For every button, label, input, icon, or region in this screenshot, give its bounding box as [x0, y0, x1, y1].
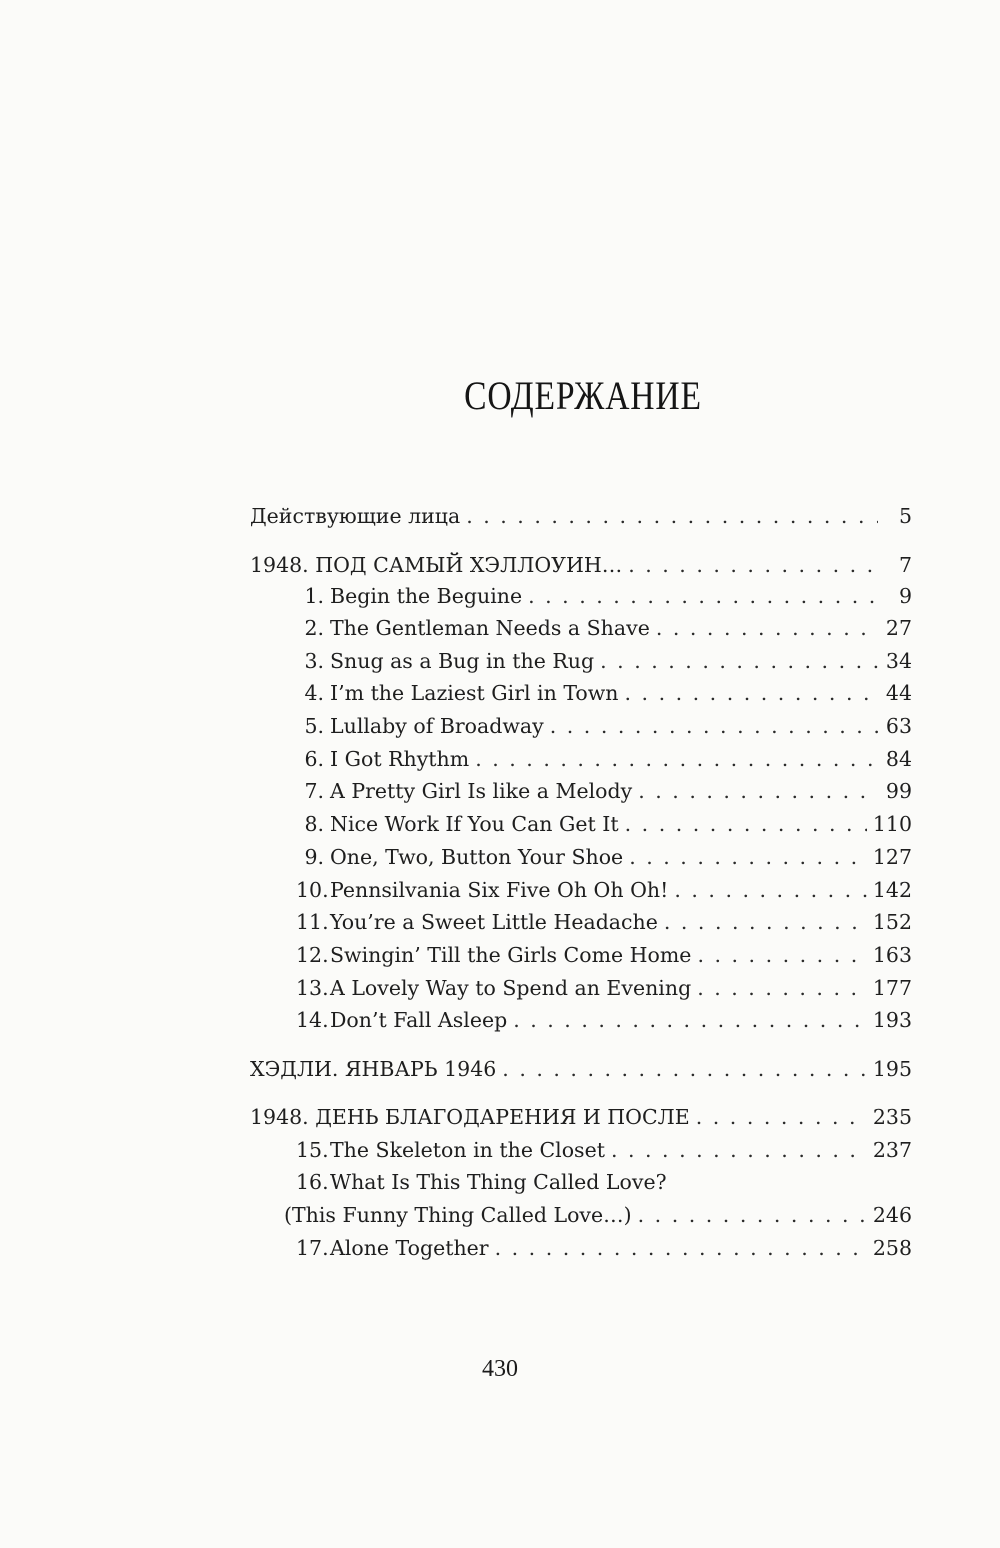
dot-leader	[628, 549, 878, 581]
dot-leader	[697, 972, 867, 1004]
toc-entry-page: 258	[872, 1236, 912, 1260]
toc-chapter	[250, 808, 912, 840]
dot-leader	[466, 500, 878, 532]
chapter-number: 1.	[304, 584, 324, 608]
toc-part-heading	[250, 1053, 912, 1085]
dot-leader	[611, 1134, 867, 1166]
chapter-number: 8.	[304, 812, 324, 836]
toc-entry-page: 127	[872, 845, 912, 869]
chapter-number: 14.	[296, 1008, 329, 1032]
chapter-number: 16.	[296, 1170, 329, 1194]
toc-chapter	[250, 1232, 912, 1264]
chapter-number: 13.	[296, 976, 329, 1000]
page-title: СОДЕРЖАНИЕ	[464, 373, 702, 418]
toc-chapter	[250, 1166, 912, 1198]
toc-part-heading	[250, 1101, 912, 1133]
toc-entry-label: Действующие лица	[250, 504, 461, 528]
toc-chapter	[250, 906, 912, 938]
toc-entry-page: 84	[885, 747, 912, 771]
dot-leader	[502, 1053, 867, 1085]
toc-chapter	[250, 580, 912, 612]
toc-entry-page: 34	[885, 649, 912, 673]
toc-entry-page: 5	[898, 504, 912, 528]
toc-entry-page: 193	[872, 1008, 912, 1032]
dot-leader	[696, 1101, 867, 1133]
chapter-title: A Pretty Girl Is like a Melody	[330, 779, 633, 803]
dot-leader	[638, 1199, 867, 1231]
toc-chapter	[250, 939, 912, 971]
toc-entry-page: 99	[885, 779, 912, 803]
toc-entry-label: ХЭДЛИ. ЯНВАРЬ 1946	[250, 1057, 497, 1081]
chapter-number: 3.	[304, 649, 324, 673]
chapter-number: 17.	[296, 1236, 329, 1260]
toc-chapter	[250, 1134, 912, 1166]
toc-entry-label: 1948. ДЕНЬ БЛАГОДАРЕНИЯ И ПОСЛЕ	[250, 1105, 690, 1129]
dot-leader	[656, 612, 878, 644]
chapter-number: 11.	[296, 910, 329, 934]
chapter-number: 10.	[296, 878, 329, 902]
toc-chapter	[250, 677, 912, 709]
toc-chapter	[250, 1004, 912, 1036]
toc-chapter	[250, 612, 912, 644]
toc-chapter	[250, 645, 912, 677]
chapter-title: Pennsilvania Six Five Oh Oh Oh!	[330, 878, 669, 902]
chapter-title: Don’t Fall Asleep	[330, 1008, 508, 1032]
toc-entry-page: 9	[898, 584, 912, 608]
chapter-title: Snug as a Bug in the Rug	[330, 649, 595, 673]
page-number: 430	[482, 1356, 518, 1382]
chapter-number: 15.	[296, 1138, 329, 1162]
dot-leader	[664, 906, 867, 938]
chapter-number: 5.	[304, 714, 324, 738]
toc-chapter	[250, 710, 912, 742]
dot-leader	[495, 1232, 867, 1264]
chapter-number: 9.	[304, 845, 324, 869]
toc-entry-page: 163	[872, 943, 912, 967]
toc-entry-page: 142	[872, 878, 912, 902]
chapter-title: Nice Work If You Can Get It	[330, 812, 619, 836]
dot-leader	[625, 677, 878, 709]
chapter-title-continued: (This Funny Thing Called Love…)	[284, 1203, 632, 1227]
dot-leader	[550, 710, 878, 742]
toc-entry-page: 152	[872, 910, 912, 934]
chapter-title: Lullaby of Broadway	[330, 714, 544, 738]
toc-entry-page: 195	[872, 1057, 912, 1081]
chapter-title: I’m the Laziest Girl in Town	[330, 681, 619, 705]
chapter-number: 12.	[296, 943, 329, 967]
toc-chapter	[250, 775, 912, 807]
dot-leader	[528, 580, 878, 612]
dot-leader	[629, 841, 867, 873]
toc-chapter-continued	[250, 1199, 912, 1231]
toc-entry-page: 177	[872, 976, 912, 1000]
toc-entry-page: 7	[898, 553, 912, 577]
toc-chapter	[250, 972, 912, 1004]
chapter-title: I Got Rhythm	[330, 747, 470, 771]
dot-leader	[513, 1004, 867, 1036]
chapter-title: You’re a Sweet Little Headache	[330, 910, 658, 934]
chapter-title: One, Two, Button Your Shoe	[330, 845, 624, 869]
chapter-title: Begin the Beguine	[330, 584, 523, 608]
chapter-title: The Skeleton in the Closet	[330, 1138, 605, 1162]
toc-part-heading	[250, 549, 912, 581]
chapter-title: Swingin’ Till the Girls Come Home	[330, 943, 692, 967]
dot-leader	[638, 775, 878, 807]
toc-entry-page: 63	[885, 714, 912, 738]
dot-leader	[600, 645, 878, 677]
dot-leader	[625, 808, 867, 840]
chapter-title: What Is This Thing Called Love?	[330, 1170, 667, 1194]
toc-chapter	[250, 841, 912, 873]
toc-entry-page: 237	[872, 1138, 912, 1162]
chapter-number: 6.	[304, 747, 324, 771]
toc-chapter	[250, 874, 912, 906]
chapter-number: 2.	[304, 616, 324, 640]
toc-entry-page: 235	[872, 1105, 912, 1129]
chapter-title: A Lovely Way to Spend an Evening	[330, 976, 692, 1000]
toc-entry-page: 246	[872, 1203, 912, 1227]
dot-leader	[697, 939, 866, 971]
toc-entry	[250, 500, 912, 532]
toc-entry-page: 27	[885, 616, 912, 640]
toc-entry-page: 44	[885, 681, 912, 705]
chapter-title: Alone Together	[330, 1236, 489, 1260]
dot-leader	[674, 874, 867, 906]
toc-entry-page: 110	[872, 812, 912, 836]
chapter-number: 7.	[304, 779, 324, 803]
chapter-title: The Gentleman Needs a Shave	[330, 616, 650, 640]
dot-leader	[475, 743, 878, 775]
toc-chapter	[250, 743, 912, 775]
toc-entry-label: 1948. ПОД САМЫЙ ХЭЛЛОУИН…	[250, 553, 623, 577]
chapter-number: 4.	[304, 681, 324, 705]
